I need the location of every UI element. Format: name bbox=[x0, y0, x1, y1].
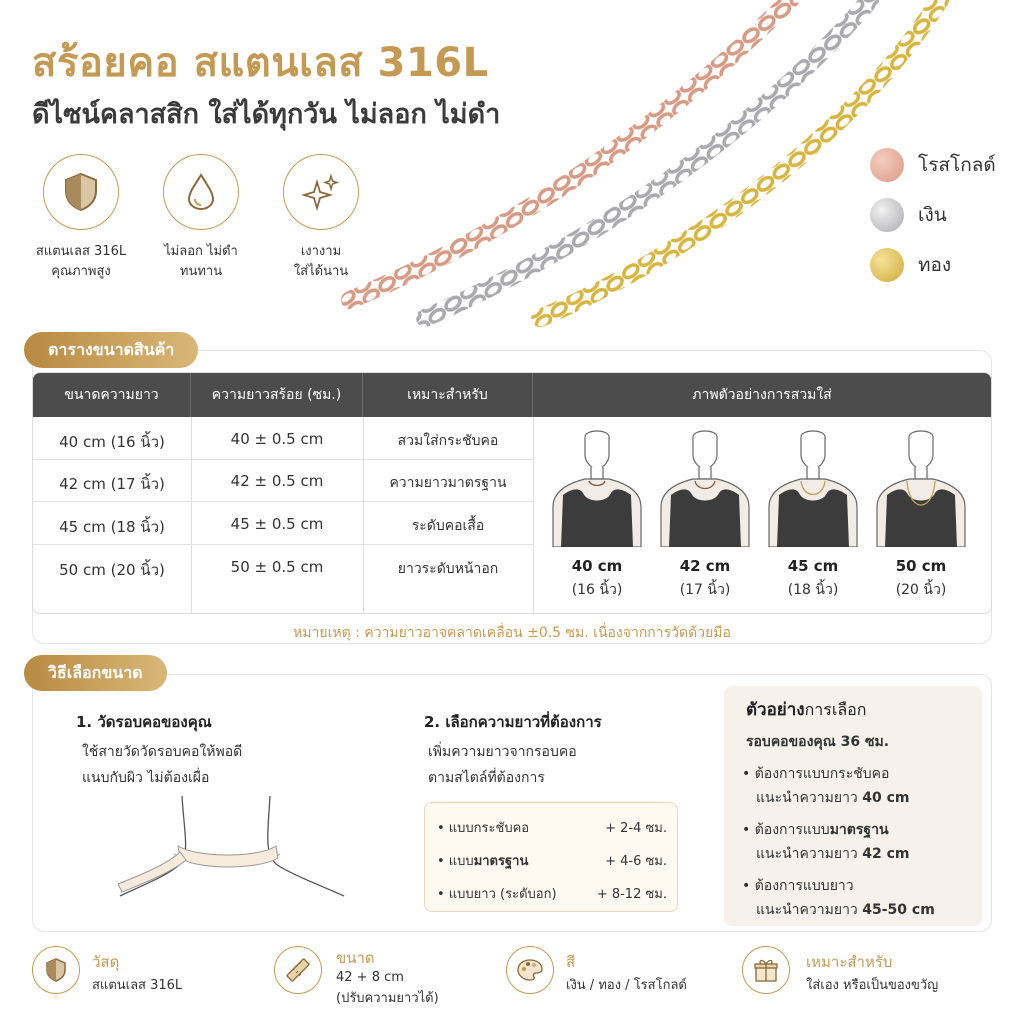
model-40cm bbox=[547, 429, 647, 601]
example-item-line1 bbox=[742, 874, 854, 899]
example-item-line2 bbox=[756, 898, 935, 923]
chain-illustration bbox=[330, 0, 950, 330]
column-header: ขนาดความยาว bbox=[33, 373, 191, 417]
step1-title: 1. วัดรอบคอของคุณ bbox=[76, 713, 212, 731]
table-cell-length: 50 ± 0.5 cm bbox=[230, 558, 324, 576]
footer-text: 42 + 8 cm bbox=[336, 970, 404, 985]
footer-heading: เหมาะสำหรับ bbox=[806, 953, 893, 971]
model-inch: (17 นิ้ว) bbox=[679, 582, 731, 598]
step2-line2: ตามสไตล์ที่ต้องการ bbox=[428, 770, 545, 786]
example-item-line1 bbox=[742, 818, 889, 843]
feature-material bbox=[26, 154, 136, 282]
footer-heading: วัสดุ bbox=[92, 953, 120, 971]
table-cell-use: ระดับคอเสื้อ bbox=[411, 518, 485, 534]
feature-caption-1: ไม่ลอก ไม่ดำ bbox=[164, 244, 238, 259]
example-recommend: 40 cm bbox=[862, 790, 910, 806]
example-item-line2 bbox=[756, 842, 910, 867]
model-inch: (16 นิ้ว) bbox=[571, 582, 623, 598]
footer-text: เงิน / ทอง / โรสโกลด์ bbox=[566, 978, 687, 993]
table-cell-length: 42 ± 0.5 cm bbox=[230, 472, 324, 490]
model-inch: (20 นิ้ว) bbox=[895, 582, 947, 598]
addition-style: • แบบ bbox=[437, 854, 474, 869]
tape-measure-icon bbox=[118, 846, 278, 892]
divider bbox=[33, 544, 533, 545]
list-item bbox=[437, 883, 667, 904]
footer-text: สแตนเลส 316L bbox=[92, 978, 183, 993]
example-text: • ต้องการแบบยาว bbox=[742, 878, 854, 894]
feature-caption-1: สแตนเลส 316L bbox=[35, 244, 127, 259]
droplet-icon bbox=[163, 154, 239, 230]
table-cell-size: 50 cm (20 นิ้ว) bbox=[59, 561, 165, 579]
table-cell-use: ความยาวมาตรฐาน bbox=[389, 475, 507, 491]
model-50cm bbox=[871, 429, 971, 601]
table-cell-use: สวมใส่กระชับคอ bbox=[397, 433, 499, 449]
step2-title: 2. เลือกความยาวที่ต้องการ bbox=[424, 713, 602, 731]
model-45cm bbox=[763, 429, 863, 601]
addition-style: • แบบกระชับคอ bbox=[437, 821, 530, 836]
color-option-gold[interactable] bbox=[870, 248, 951, 282]
color-label: เงิน bbox=[918, 204, 947, 226]
example-text: • ต้องการแบบกระชับคอ bbox=[742, 766, 890, 782]
example-text: แนะนำความยาว bbox=[756, 846, 863, 862]
footer-text: ใส่เอง หรือเป็นของขวัญ bbox=[806, 978, 939, 993]
model-length: 50 cm bbox=[895, 557, 947, 575]
example-recommend: 42 cm bbox=[862, 846, 910, 862]
list-item bbox=[437, 817, 667, 838]
feature-caption-1: เงางาม bbox=[300, 244, 342, 259]
palette-icon bbox=[506, 946, 554, 994]
example-item-line1 bbox=[742, 762, 889, 787]
color-option-rosegold[interactable] bbox=[870, 148, 996, 182]
addition-amount: + 8-12 ซม. bbox=[596, 887, 667, 902]
model-figure bbox=[763, 429, 863, 547]
ruler-icon bbox=[274, 946, 322, 994]
feature-no-peel bbox=[146, 154, 256, 282]
color-option-silver[interactable] bbox=[870, 198, 947, 232]
model-figure bbox=[655, 429, 755, 547]
color-label: ทอง bbox=[918, 254, 952, 276]
table-header bbox=[33, 373, 991, 417]
example-recommend: 45-50 cm bbox=[862, 902, 935, 918]
step1-line1: ใช้สายวัดวัดรอบคอให้พอดี bbox=[82, 744, 243, 760]
example-panel bbox=[724, 686, 982, 926]
size-table bbox=[32, 372, 992, 614]
example-title-bold: ตัวอย่าง bbox=[746, 700, 805, 720]
swatch-silver bbox=[870, 198, 904, 232]
column-header: ความยาวสร้อย (ซม.) bbox=[191, 373, 363, 417]
color-label: โรสโกลด์ bbox=[918, 154, 996, 176]
feature-caption-2: ใส่ได้นาน bbox=[293, 264, 349, 280]
example-text: แนะนำความยาว bbox=[756, 790, 863, 806]
addition-style-bold: มาตรฐาน bbox=[473, 854, 529, 869]
model-length: 45 cm bbox=[787, 557, 839, 575]
table-cell-size: 45 cm (18 นิ้ว) bbox=[59, 518, 165, 536]
shield-icon bbox=[43, 154, 119, 230]
shield-icon bbox=[32, 946, 80, 994]
how-to-section-label: วิธีเลือกขนาด bbox=[24, 655, 167, 691]
footer-heading: สี bbox=[566, 953, 576, 971]
addition-amount: + 2-4 ซม. bbox=[605, 821, 667, 836]
footer-heading: ขนาด bbox=[336, 949, 375, 967]
example-text: แนะนำความยาว bbox=[756, 902, 863, 918]
table-cell-length: 40 ± 0.5 cm bbox=[230, 430, 324, 448]
model-42cm bbox=[655, 429, 755, 601]
model-figure bbox=[547, 429, 647, 547]
table-cell-size: 42 cm (17 นิ้ว) bbox=[59, 475, 165, 493]
addition-amount: + 4-6 ซม. bbox=[605, 854, 667, 869]
gift-icon bbox=[742, 946, 790, 994]
divider bbox=[533, 417, 534, 614]
step2-line1: เพิ่มความยาวจากรอบคอ bbox=[428, 744, 577, 760]
table-cell-length: 45 ± 0.5 cm bbox=[230, 515, 324, 533]
page-subtitle: ดีไซน์คลาสสิก ใส่ได้ทุกวัน ไม่ลอก ไม่ดำ bbox=[32, 99, 501, 130]
model-length: 42 cm bbox=[679, 557, 731, 575]
feature-caption-2: คุณภาพสูง bbox=[51, 264, 111, 280]
divider bbox=[33, 459, 533, 460]
example-neck: รอบคอของคุณ 36 ซม. bbox=[746, 734, 890, 750]
example-title-rest: การเลือก bbox=[804, 700, 867, 719]
list-item bbox=[437, 850, 667, 871]
footer-text-sub: (ปรับความยาวได้) bbox=[336, 991, 439, 1006]
example-item-line2 bbox=[756, 786, 910, 811]
addition-style: • แบบยาว (ระดับอก) bbox=[437, 887, 557, 902]
column-header: เหมาะสำหรับ bbox=[363, 373, 533, 417]
example-title bbox=[746, 696, 866, 723]
size-note: หมายเหตุ : ความยาวอาจคลาดเคลื่อน ±0.5 ซม. เนื่องจากการวัดด้วยมือ bbox=[293, 625, 731, 641]
table-cell-use: ยาวระดับหน้าอก bbox=[397, 561, 499, 577]
page-title: สร้อยคอ สแตนเลส 316L bbox=[32, 40, 489, 86]
swatch-gold bbox=[870, 248, 904, 282]
swatch-rosegold bbox=[870, 148, 904, 182]
model-figure bbox=[871, 429, 971, 547]
divider bbox=[33, 501, 533, 502]
feature-caption-2: ทนทาน bbox=[179, 264, 223, 280]
neck-measure-illustration bbox=[108, 792, 358, 922]
model-length: 40 cm bbox=[571, 557, 623, 575]
length-additions bbox=[424, 802, 678, 912]
size-table-section-label: ตารางขนาดสินค้า bbox=[24, 332, 198, 368]
example-text: • ต้องการแบบ bbox=[742, 822, 830, 838]
table-cell-size: 40 cm (16 นิ้ว) bbox=[59, 433, 165, 451]
column-header: ภาพตัวอย่างการสวมใส่ bbox=[692, 387, 832, 403]
model-inch: (18 นิ้ว) bbox=[787, 582, 839, 598]
example-text-bold: มาตรฐาน bbox=[829, 822, 889, 838]
step1-line2: แนบกับผิว ไม่ต้องเผื่อ bbox=[82, 770, 210, 786]
